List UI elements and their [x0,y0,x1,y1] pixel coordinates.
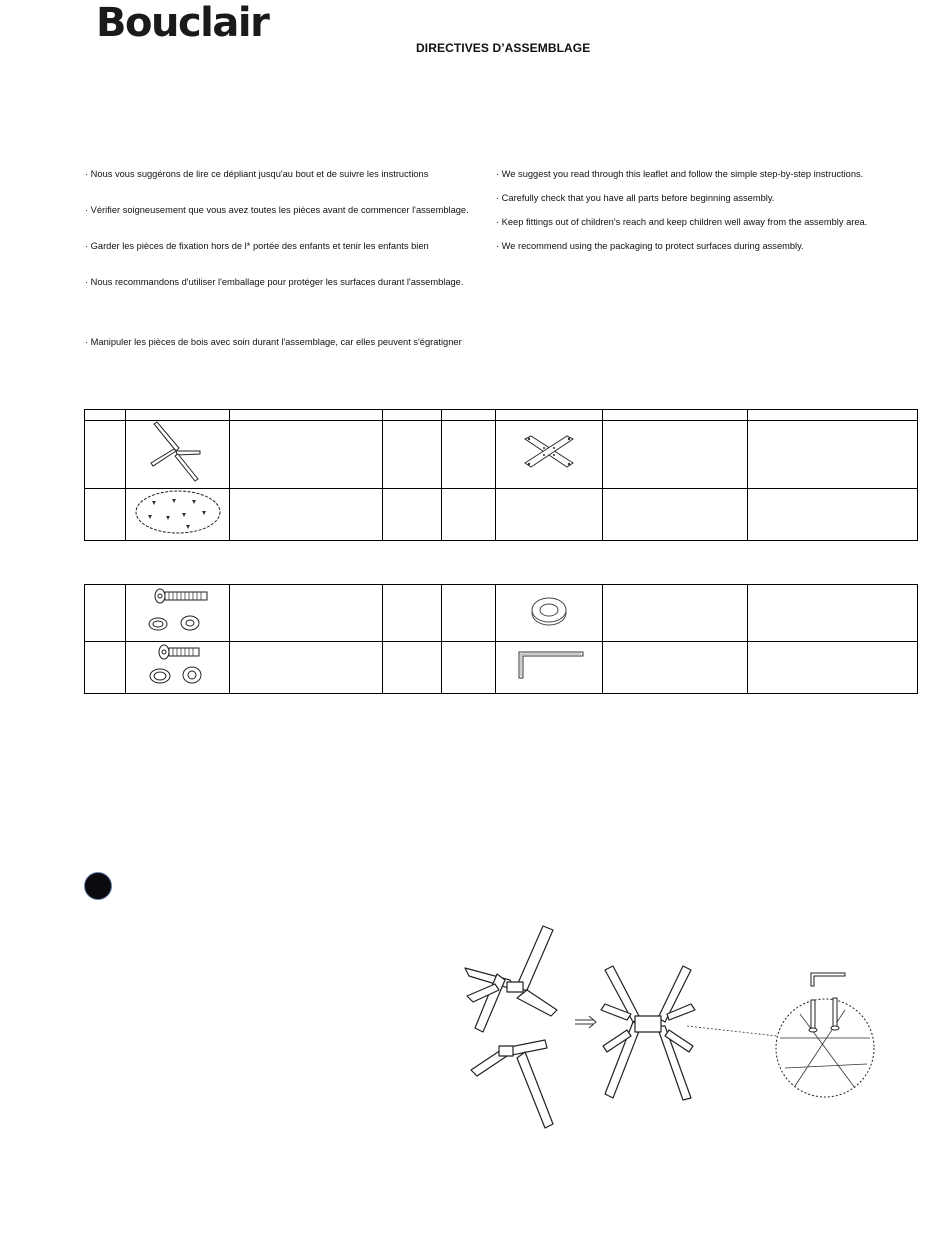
short-bolt-and-washers-icon [145,642,211,688]
instruction-en-3: · Keep fittings out of children's reach and keep children well away from the assembly area. [496,217,868,227]
parts-table [84,409,918,541]
table-leg-base-icon [148,421,208,483]
instruction-en-1: · We suggest you read through this leaflet and follow the simple step-by-step instructions. [496,169,864,179]
table-row [85,421,918,489]
instruction-en-4: · We recommend using the packaging to protect surfaces during assembly. [496,241,804,251]
hardware-table [84,584,918,694]
page-title: DIRECTIVES D’ASSEMBLAGE [416,41,591,55]
table-row [85,642,918,694]
instruction-fr-5: · Manipuler les pièces de bois avec soin durant l'assemblage, car elles peuvent s'égratigner [85,337,462,347]
instruction-fr-3: · Garder les pièces de fixation hors de l* portée des enfants et tenir les enfants bien [85,241,429,251]
step-marker-icon [84,872,112,900]
table-row [85,489,918,541]
washer-icon [529,594,569,628]
bolt-and-washers-icon [145,586,211,636]
instruction-fr-1: · Nous vous suggérons de lire ce dépliant jusqu'au bout et de suivre les instructions [85,169,429,179]
allen-key-icon [513,648,585,682]
instruction-fr-4: · Nous recommandons d'utiliser l'emballage pour protéger les surfaces durant l'assemblage. [85,277,464,287]
round-tabletop-icon [134,489,222,535]
brand-logo: Bouclair [96,0,269,46]
cross-bracket-icon [523,435,575,469]
table-row [85,585,918,642]
instruction-fr-2: · Vérifier soigneusement que vous avez toutes les pièces avant de commencer l'assemblage. [85,205,469,215]
instruction-en-2: · Carefully check that you have all parts before beginning assembly. [496,193,775,203]
parts-table-header-row [85,410,918,421]
leg-assembly-illustration [455,918,885,1138]
